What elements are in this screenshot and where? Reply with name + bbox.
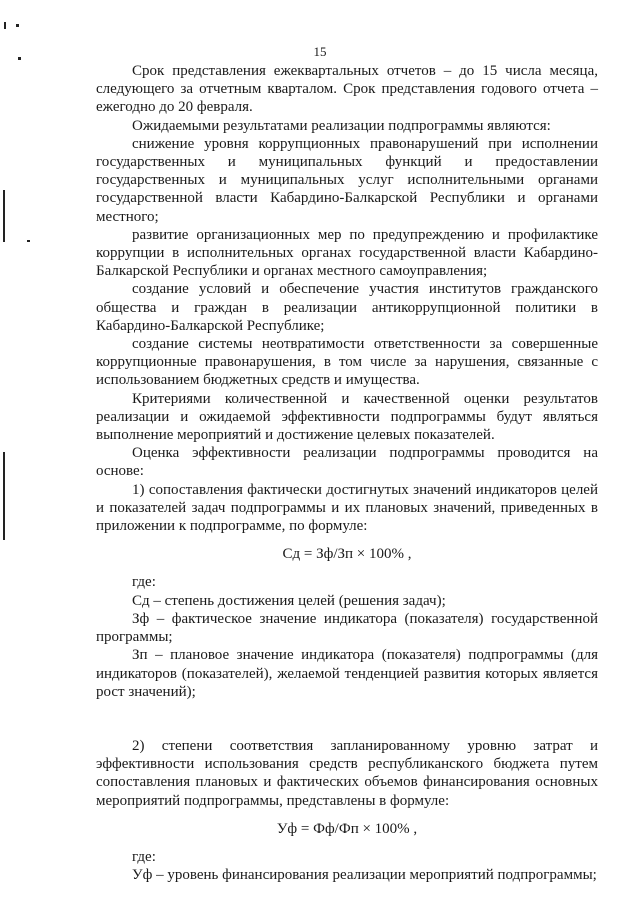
definition: Сд – степень достижения целей (решения задач); [132, 592, 446, 609]
formula: Уф = Фф/Фп × 100% , [276, 820, 418, 837]
scan-mark [27, 240, 30, 242]
paragraph: 1) сопоставления фактически достигнутых значений индикаторов целей и показателей задач подпрограммы и их плановых значений, приведенных в приложении к подпрограмме, по формуле: [96, 481, 598, 535]
definition: Зф – фактическое значение индикатора (показателя) государственной программы; [96, 610, 598, 646]
formula: Сд = Зф/Зп × 100% , [282, 546, 412, 563]
paragraph: создание условий и обеспечение участия институтов гражданского общества и граждан в реализации антикоррупционной политики в Кабардино-Балкарской Республике; [96, 281, 598, 334]
scan-mark [4, 22, 6, 29]
paragraph: создание системы неотвратимости ответственности за совершенные коррупционные правонарушения, в том числе за нарушения, связанные с использованием бюджетных средств и имущества. [96, 336, 598, 389]
scan-mark [18, 57, 21, 60]
scan-mark [3, 190, 5, 242]
paragraph: 2) степени соответствия запланированному уровню затрат и эффективности использования средств республиканского бюджета путем сопоставления плановых и фактических объемов финансирования основных мероприятий подпрограммы, представлены в формуле: [96, 737, 598, 809]
paragraph: Ожидаемыми результатами реализации подпрограммы являются: [132, 117, 551, 134]
page-number: 15 [313, 44, 327, 59]
scan-mark [16, 24, 19, 27]
paragraph: снижение уровня коррупционных правонарушений при исполнении государственных и муниципальных функций и предоставлении государственных и муниципальных услуг исполнительными органами государственной власти Кабардино-Балкарской Республики и органами местного; [96, 135, 598, 225]
document-body [96, 62, 598, 884]
paragraph: Оценка эффективности реализации подпрограммы проводится на основе: [96, 445, 598, 480]
where-label: где: [132, 848, 156, 865]
scan-mark [3, 452, 5, 540]
where-label: где: [132, 574, 156, 591]
definition: Уф – уровень финансирования реализации мероприятий подпрограммы; [132, 867, 597, 884]
paragraph: развитие организационных мер по предупреждению и профилактике коррупции в исполнительных органах государственной власти Кабардино-Балкарской Республики и органах местного самоуправления; [96, 226, 598, 280]
paragraph: Критериями количественной и качественной оценки результатов реализации и ожидаемой эффективности подпрограммы будут являться выполнение мероприятий и достижение целевых показателей. [96, 390, 598, 444]
definition: Зп – плановое значение индикатора (показателя) подпрограммы (для индикаторов (показателей), желаемой тенденцией развития которых является рост значений); [96, 647, 598, 700]
paragraph: Срок представления ежеквартальных отчетов – до 15 числа месяца, следующего за отчетным кварталом. Срок представления годового отчета – ежегодно до 20 февраля. [96, 63, 598, 116]
